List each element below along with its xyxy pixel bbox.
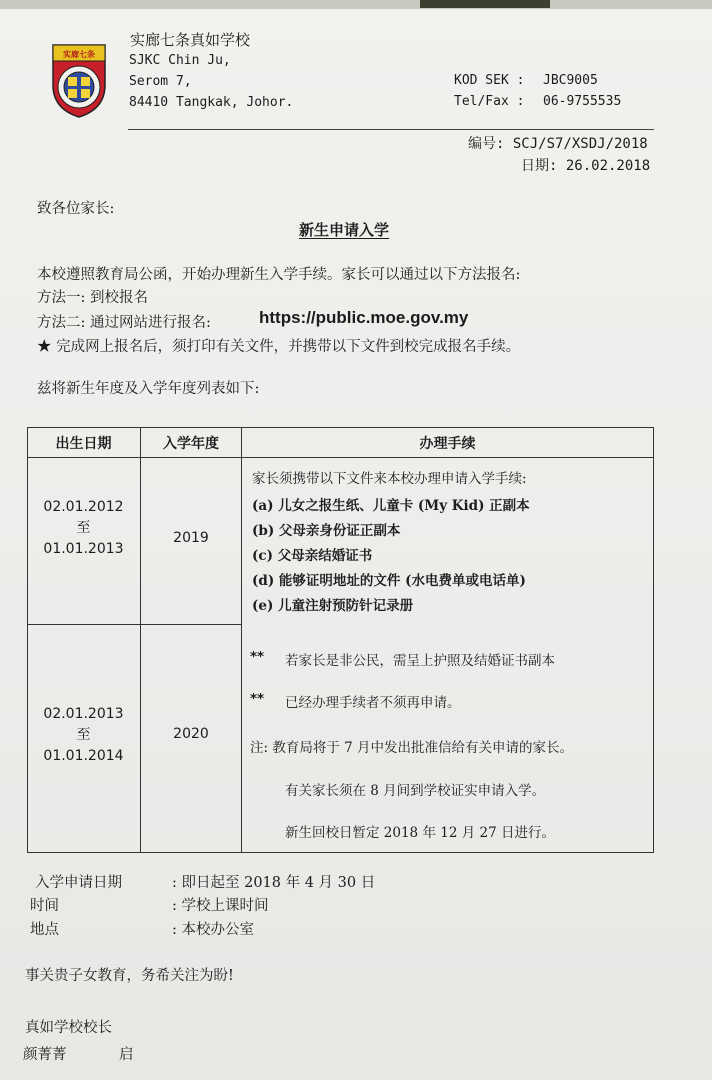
address-line-2: 84410 Tangkak, Johor. bbox=[129, 95, 294, 110]
note5-text: 新生回校日暂定 2018 年 12 月 27 日进行。 bbox=[285, 825, 555, 841]
school-name-chinese: 实廊七条真如学校 bbox=[130, 31, 251, 49]
row2-to: 01.01.2014 bbox=[43, 748, 124, 764]
letter-date: 日期: 26.02.2018 bbox=[521, 158, 651, 174]
reference-number: 编号: SCJ/S7/XSDJ/2018 bbox=[468, 136, 648, 152]
note1-text: 若家长是非公民，需呈上护照及结婚证书副本 bbox=[285, 653, 555, 669]
kod-value: JBC9005 bbox=[543, 73, 598, 88]
detail-time-value: : 学校上课时间 bbox=[172, 898, 269, 914]
closing-line: 事关贵子女教育，务希关注为盼! bbox=[25, 968, 234, 984]
kod-label: KOD SEK : bbox=[454, 73, 525, 88]
address-line-1: Serom 7, bbox=[129, 74, 192, 89]
detail-place-label: 地点 bbox=[30, 922, 59, 938]
note2-text: 已经办理手续者不须再申请。 bbox=[285, 695, 461, 711]
method-one: 方法一: 到校报名 bbox=[37, 290, 148, 306]
intro-paragraph: 本校遵照教育局公函，开始办理新生入学手续。家长可以通过以下方法报名: bbox=[37, 267, 521, 283]
background-object bbox=[420, 0, 550, 8]
header-procedure: 办理手续 bbox=[419, 436, 476, 452]
tel-value: 06-9755535 bbox=[543, 94, 622, 109]
note4-text: 有关家长须在 8 月间到学校证实申请入学。 bbox=[285, 783, 546, 799]
signature-name: 颜菁菁 bbox=[23, 1047, 67, 1063]
row2-year: 2020 bbox=[173, 726, 209, 742]
crest-text: 实廊七条 bbox=[63, 50, 95, 59]
row2-birth-range bbox=[27, 704, 140, 767]
procedure-item-c: (c) 父母亲结婚证书 bbox=[252, 548, 373, 564]
row1-to-word: 至 bbox=[76, 520, 91, 536]
row1-to: 01.01.2013 bbox=[43, 541, 124, 557]
procedure-item-a: (a) 儿女之报生纸、儿童卡 (My Kid) 正副本 bbox=[252, 498, 530, 514]
signature-title: 真如学校校长 bbox=[25, 1020, 112, 1036]
detail-date-value: : 即日起至 2018 年 4 月 30 日 bbox=[172, 875, 376, 891]
school-name-english: SJKC Chin Ju, bbox=[129, 53, 231, 68]
note2-marker: ** bbox=[250, 691, 265, 707]
school-crest-logo bbox=[49, 41, 109, 119]
procedure-item-d: (d) 能够证明地址的文件 (水电费单或电话单) bbox=[252, 573, 526, 589]
header-divider bbox=[128, 129, 654, 130]
row1-birth-range bbox=[27, 497, 140, 560]
signature-word: 启 bbox=[119, 1047, 134, 1063]
row1-year: 2019 bbox=[173, 530, 209, 546]
letter-title: 新生申请入学 bbox=[299, 221, 390, 239]
greeting: 致各位家长: bbox=[37, 201, 115, 217]
detail-time-label: 时间 bbox=[30, 898, 59, 914]
detail-date-label: 入学申请日期 bbox=[35, 875, 122, 891]
header-enrol-year: 入学年度 bbox=[163, 436, 219, 452]
method-two-label: 方法二: 通过网站进行报名: bbox=[37, 315, 211, 331]
note1-marker: ** bbox=[250, 649, 265, 665]
header-birth-date: 出生日期 bbox=[55, 436, 112, 452]
star-note: ★ 完成网上报名后，须打印有关文件，并携带以下文件到校完成报名手续。 bbox=[37, 339, 521, 355]
row1-from: 02.01.2012 bbox=[43, 499, 124, 515]
note3-text: 注: 教育局将于 7 月中发出批准信给有关申请的家长。 bbox=[250, 740, 574, 756]
procedure-item-b: (b) 父母亲身份证正副本 bbox=[252, 523, 401, 539]
registration-url: https://public.moe.gov.my bbox=[259, 308, 469, 327]
list-intro: 兹将新生年度及入学年度列表如下: bbox=[37, 381, 260, 397]
letter-page bbox=[0, 9, 712, 1080]
row2-from: 02.01.2013 bbox=[43, 706, 124, 722]
row2-to-word: 至 bbox=[76, 727, 91, 743]
enrolment-table bbox=[27, 427, 654, 853]
procedure-intro: 家长须携带以下文件来本校办理申请入学手续: bbox=[252, 471, 527, 487]
tel-label: Tel/Fax : bbox=[454, 94, 525, 109]
procedure-item-e: (e) 儿童注射预防针记录册 bbox=[252, 598, 414, 614]
detail-place-value: : 本校办公室 bbox=[172, 922, 254, 938]
